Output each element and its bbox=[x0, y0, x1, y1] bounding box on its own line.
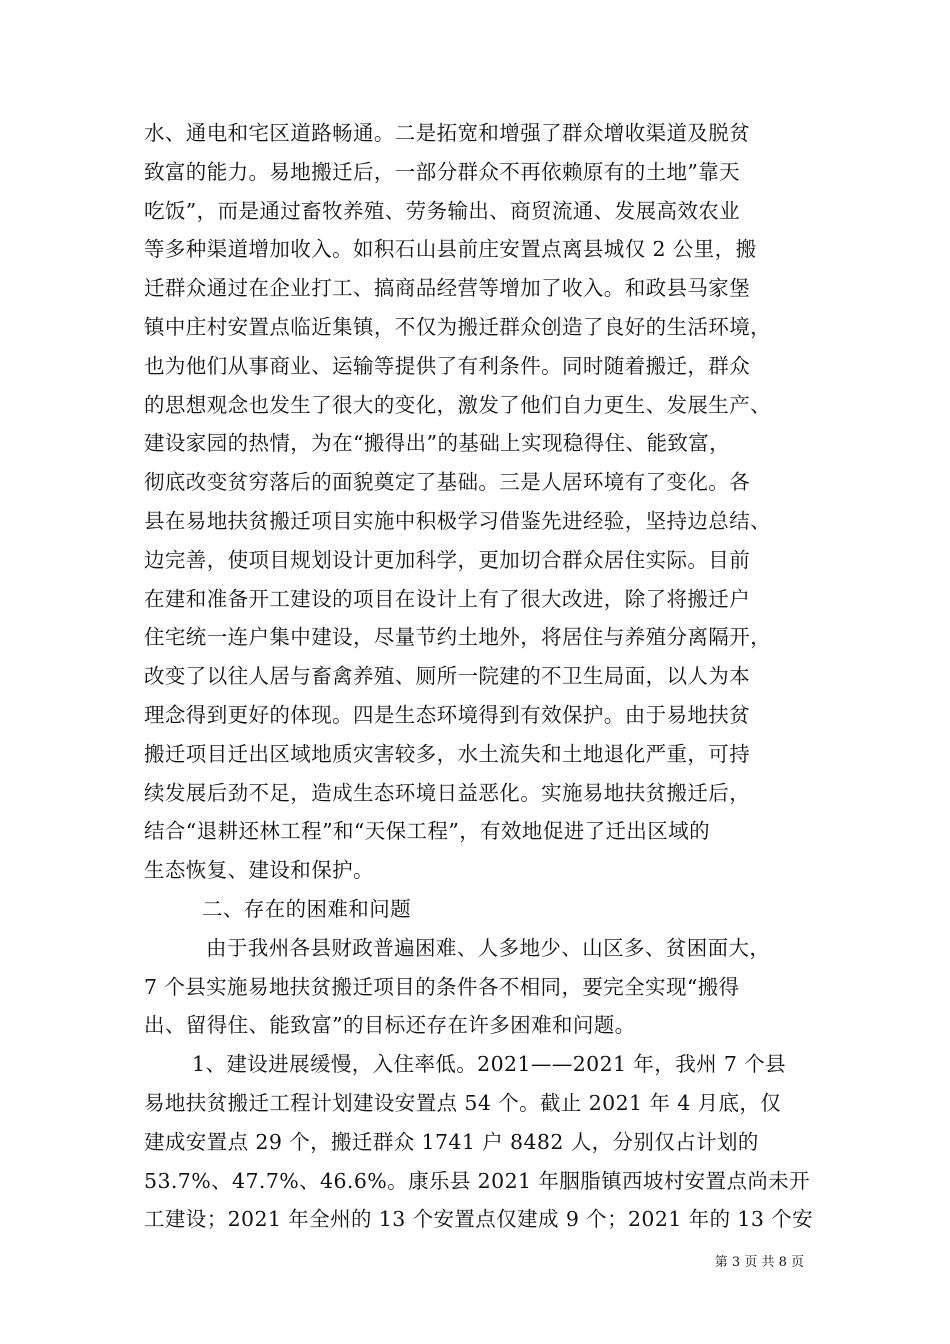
text-line: 续发展后劲不足，造成生态环境日益恶化。实施易地扶贫搬迁后， bbox=[144, 780, 751, 805]
text-line: 结合“退耕还林工程”和“天保工程”，有效地促进了迁出区域的 bbox=[144, 819, 711, 844]
text-line: 出、留得住、能致富”的目标还存在许多困难和问题。 bbox=[144, 1013, 636, 1038]
text-line: 在建和准备开工建设的项目在设计上有了很大改进，除了将搬迁户 bbox=[144, 586, 751, 611]
text-line: 搬迁项目迁出区域地质灾害较多，水土流失和土地退化严重，可持 bbox=[144, 741, 751, 766]
text-line: 理念得到更好的体现。四是生态环境得到有效保护。由于易地扶贫 bbox=[144, 702, 751, 727]
text-line: 致富的能力。易地搬迁后，一部分群众不再依赖原有的土地”靠天 bbox=[144, 159, 741, 184]
text-line: 7 个县实施易地扶贫搬迁项目的条件各不相同，要完全实现“搬得 bbox=[144, 974, 740, 999]
text-line: 迁群众通过在企业打工、搞商品经营等增加了收入。和政县马家堡 bbox=[144, 276, 751, 301]
text-line: 易地扶贫搬迁工程计划建设安置点 54 个。截止 2021 年 4 月底，仅 bbox=[144, 1090, 782, 1115]
text-line: 工建设；2021 年全州的 13 个安置点仅建成 9 个；2021 年的 13 个安 bbox=[144, 1207, 813, 1232]
text-line: 边完善，使项目规划设计更加科学，更加切合群众居住实际。目前 bbox=[144, 547, 751, 572]
text-line: 县在易地扶贫搬迁项目实施中积极学习借鉴先进经验，坚持边总结、 bbox=[144, 508, 771, 533]
section-heading: 二、存在的困难和问题 bbox=[202, 896, 411, 921]
text-line: 等多种渠道增加收入。如积石山县前庄安置点离县城仅 2 公里，搬 bbox=[144, 237, 757, 262]
text-line: 53.7%、47.7%、46.6%。康乐县 2021 年胭脂镇西坡村安置点尚未开 bbox=[144, 1168, 811, 1193]
text-line: 水、通电和宅区道路畅通。二是拓宽和增强了群众增收渠道及脱贫 bbox=[144, 121, 751, 145]
text-line: 镇中庄村安置点临近集镇，不仅为搬迁群众创造了良好的生活环境， bbox=[144, 314, 771, 339]
text-line: 吃饭”，而是通过畜牧养殖、劳务输出、商贸流通、发展高效农业 bbox=[144, 198, 741, 223]
text-line: 住宅统一连户集中建设，尽量节约土地外，将居住与养殖分离隔开， bbox=[144, 625, 771, 650]
page-number: 第 3 页 共 8 页 bbox=[714, 1255, 804, 1270]
text-line: 由于我州各县财政普遍困难、人多地少、山区多、贫困面大， bbox=[206, 935, 771, 960]
text-line: 改变了以往人居与畜禽养殖、厕所一院建的不卫生局面，以人为本 bbox=[144, 664, 751, 689]
text-line: 彻底改变贫穷落后的面貌奠定了基础。三是人居环境有了变化。各 bbox=[144, 470, 751, 495]
body-text bbox=[144, 114, 814, 1239]
text-line: 建成安置点 29 个，搬迁群众 1741 户 8482 人，分别仅占计划的 bbox=[144, 1129, 759, 1154]
text-line: 生态恢复、建设和保护。 bbox=[144, 858, 374, 883]
text-line: 的思想观念也发生了很大的变化，激发了他们自力更生、发展生产、 bbox=[144, 392, 771, 417]
text-line: 也为他们从事商业、运输等提供了有利条件。同时随着搬迁，群众 bbox=[144, 353, 751, 378]
text-line: 建设家园的热情，为在“搬得出”的基础上实现稳得住、能致富， bbox=[144, 431, 731, 456]
text-line: 1、建设进展缓慢，入住率低。2021——2021 年，我州 7 个县 bbox=[192, 1052, 787, 1077]
